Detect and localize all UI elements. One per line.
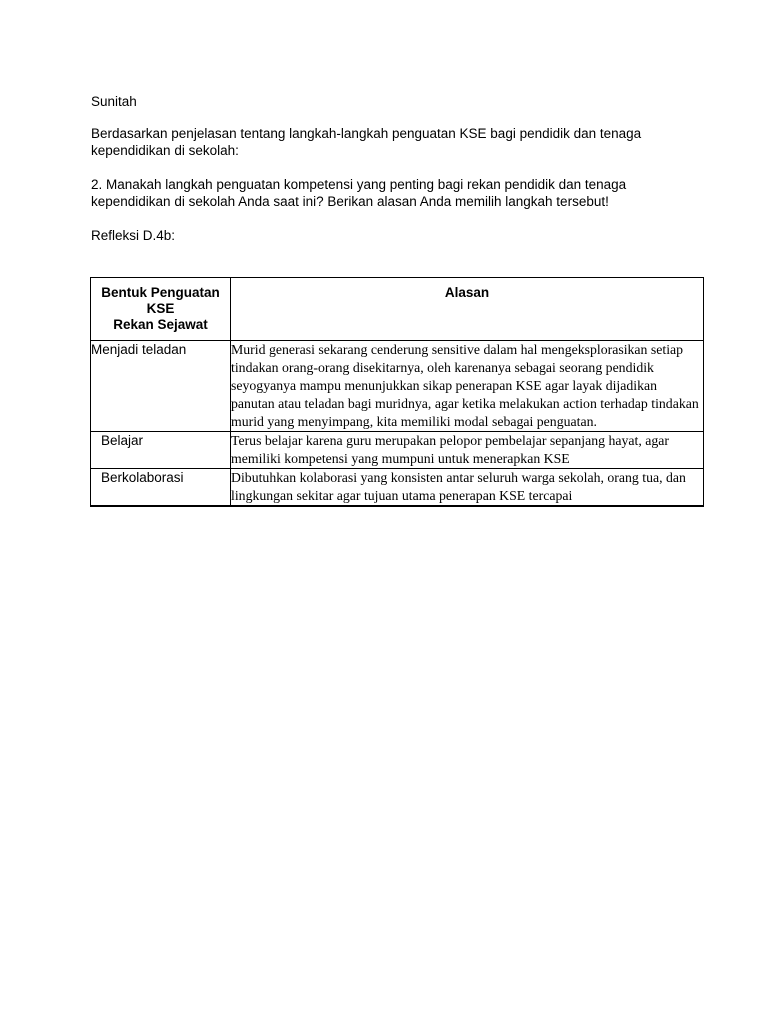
header-col1-line2: KSE xyxy=(146,301,175,316)
table-row xyxy=(91,469,704,507)
header-reason: Alasan xyxy=(231,278,704,341)
kse-table xyxy=(90,277,704,507)
header-col1-line1: Bentuk Penguatan xyxy=(101,285,220,300)
table-header-row xyxy=(91,278,704,341)
row-kind-cell: Berkolaborasi xyxy=(91,469,231,507)
reflection-label: Refleksi D.4b: xyxy=(91,228,176,243)
author-name: Sunitah xyxy=(91,94,137,109)
row-kind-cell: Belajar xyxy=(91,432,231,469)
row-reason-cell: Murid generasi sekarang cenderung sensitive dalam hal mengeksplorasikan setiap tindakan orang-orang disekitarnya, oleh karenanya sebagai seorang pendidik seyogyanya mampu menunjukkan sikap penerapan KSE agar layak dijadikan panutan atau teladan bagi muridnya, agar ketika melakukan action terhadap tindakan murid yang menyimpang, kita memiliki modal sebagai penguatan. xyxy=(231,341,704,432)
row-kind-cell: Menjadi teladan xyxy=(91,341,231,432)
table-row xyxy=(91,432,704,469)
header-col1-line3: Rekan Sejawat xyxy=(113,317,208,332)
intro-paragraph: Berdasarkan penjelasan tentang langkah-langkah penguatan KSE bagi pendidik dan tenaga kependidikan di sekolah: xyxy=(91,126,642,158)
question-paragraph: 2. Manakah langkah penguatan kompetensi yang penting bagi rekan pendidik dan tenaga kependidikan di sekolah Anda saat ini? Berikan alasan Anda memilih langkah tersebut! xyxy=(91,177,627,209)
row-reason-cell: Terus belajar karena guru merupakan pelopor pembelajar sepanjang hayat, agar memiliki kompetensi yang mumpuni untuk menerapkan KSE xyxy=(231,432,704,469)
table-row xyxy=(91,341,704,432)
header-form-of-strengthening xyxy=(91,278,231,341)
row-reason-cell: Dibutuhkan kolaborasi yang konsisten antar seluruh warga sekolah, orang tua, dan lingkungan sekitar agar tujuan utama penerapan KSE tercapai xyxy=(231,469,704,507)
